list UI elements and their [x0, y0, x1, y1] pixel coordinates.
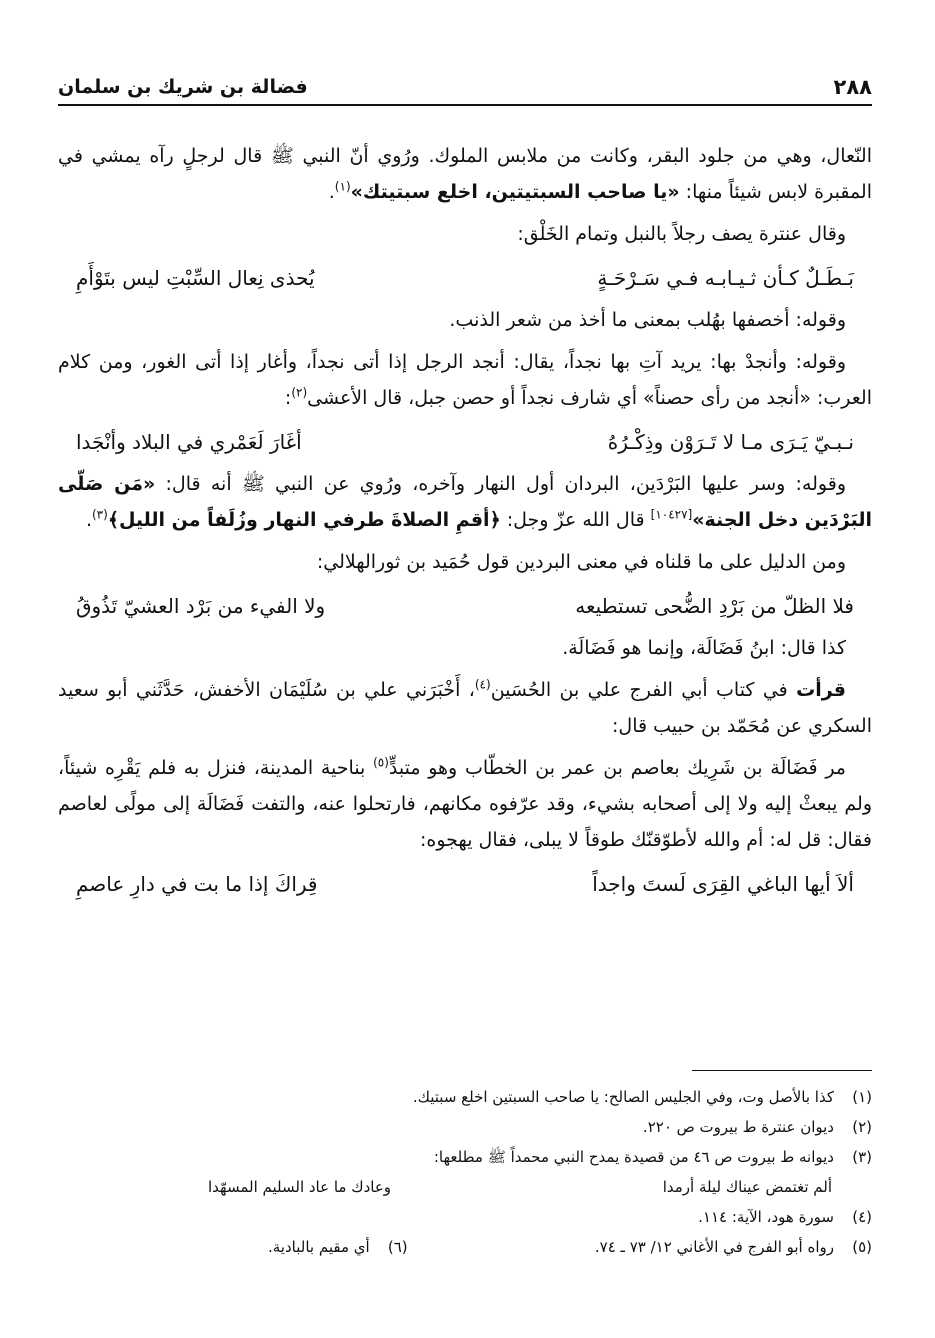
paragraph-6: ومن الدليل على ما قلناه في معنى البردين قول حُمَيد بن ثورالهلالي: [316, 551, 846, 573]
paragraph-9: مر فَضَالَة بن شَرِيك بعاصم بن عمر بن الخطّاب وهو متبدٍّ$^{(٥)}$ بناحية المدينة، فنزل به فلم يَقْرِه شيئاً، ولم يبعثْ إليه ولا إلى أصحابه بشيء، وقد عرّفوه مكانهم، فارتحلوا عنه، والتفت فَضَالَة إلى مولًى لعاصم فقال: قل له: أم والله لأطوّقنّك طوقاً لا يبلى، فقال يهجوه: [58, 755, 872, 851]
paragraph-3: وقوله: أخصفها بهُلب بمعنى ما أخذ من شعر الذنب. [449, 309, 846, 331]
paragraph-1: النّعال، وهي من جلود البقر، وكانت من ملابس الملوك. ورُوي أنّ النبي ﷺ قال لرجلٍ رآه يمشي في المقبرة لابس شيئاً منها: «يا صاحب السبتيتين، اخلع سبتيتك»$^{(١)}$. [58, 145, 872, 203]
footnote-5-6-row [58, 1232, 872, 1262]
footnote-ref-2: (٢) [291, 385, 308, 400]
footnote-4: (٤) سورة هود، الآية: ١١٤. [698, 1208, 872, 1226]
verse-3-second-hemistich: ولا الفيء من بَرْد العشيّ تَذُوقُ [76, 594, 326, 618]
book-page [58, 0, 872, 1338]
quran-verse: ﴿أقمِ الصلاةَ طرفي النهار وزُلَفاً من الليل﴾ [107, 509, 501, 531]
verse-2 [76, 422, 854, 462]
main-text [58, 138, 872, 908]
paragraph-2: وقال عنترة يصف رجلاً بالنبل وتمام الخَلْق: [517, 223, 846, 245]
running-title: فضالة بن شريك بن سلمان [58, 76, 308, 98]
verse-2-second-hemistich: أغَارَ لَعَمْري في البلاد وأنْجَدا [76, 430, 302, 454]
footnote-1: (١) كذا بالأصل وت، وفي الجليس الصالح: يا صاحب السبتين اخلع سبتيك. [412, 1088, 872, 1106]
verse-3-first-hemistich: فلا الظلّ من بَرْدِ الضُّحى تستطيعه [575, 594, 854, 618]
footnote-5: (٥) رواه أبو الفرج في الأغاني ١٢/ ٧٣ ـ ٧٤. [594, 1238, 872, 1256]
footnote-ref-5: (٥) [373, 755, 389, 770]
footnote-3: (٣) ديوانه ط بيروت ص ٤٦ من قصيدة يمدح النبي محمداً ﷺ مطلعها: [433, 1148, 872, 1166]
verse-4 [76, 864, 854, 904]
footnote-ref-1: (١) [334, 179, 351, 194]
hadith-quote: «يا صاحب السبتيتين، اخلع سبتيتك» [350, 181, 680, 203]
qara-tu-keyword: قرأت [796, 679, 846, 701]
footnote-ref-4: (٤) [474, 677, 491, 692]
footnotes [58, 1082, 872, 1262]
footnote-2: (٢) ديوان عنترة ط بيروت ص ٢٢٠. [642, 1118, 872, 1136]
footnote-ref-3: (٣) [91, 507, 108, 522]
verse-4-first-hemistich: ألاَ أيها الباغي القِرَى لَستَ واجداً [592, 872, 854, 896]
page-header [58, 70, 872, 106]
paragraph-8: قرأت في كتاب أبي الفرج علي بن الحُسَين$^{(٤)}$، أَخْبَرَني علي بن سُلَيْمَان الأخفش، حَدَّثَني أبو سعيد السكري عن مُحَمّد بن حبيب قال: [58, 677, 872, 737]
footnote-separator [692, 1070, 872, 1071]
verse-4-second-hemistich: قِراكَ إذا ما بت في دارِ عاصمِ [76, 872, 318, 896]
verse-2-first-hemistich: نـبـيّ يَـرَى مـا لا تَـرَوْن وذِكْـرُهُ [607, 430, 854, 454]
footnote-3-verse: ألم تغتمض عيناك ليلة أرمدا وعادك ما عاد السليم المسهّدا [208, 1178, 832, 1196]
page-number: ٢٨٨ [833, 75, 872, 99]
footnote-6: (٦) أي مقيم بالبادية. [268, 1238, 408, 1256]
verse-1 [76, 258, 854, 298]
verse-1-second-hemistich: يُحذى نِعال السِّبْتِ ليس بتَوْأَمِ [76, 266, 315, 290]
verse-3 [76, 586, 854, 626]
paragraph-7: كذا قال: ابنُ فَضَالَة، وإنما هو فَضَالَة. [562, 637, 846, 659]
paragraph-5: وقوله: وسر عليها البَرْدَين، البردان أول النهار وآخره، ورُوي عن النبي ﷺ أنه قال: «مَن صَلّى البَرْدَين دخل الجنة»[١٠٤٢٧] قال الله عزّ وجل: ﴿أقمِ الصلاةَ طرفي النهار وزُلَفاً من الليل﴾$^{(٣)}$. [58, 473, 872, 531]
hadith-reference: [١٠٤٢٧] [650, 507, 693, 522]
hadith-quote-2: «مَن صَلّى البَرْدَين دخل الجنة» [58, 473, 872, 531]
verse-1-first-hemistich: بَـطَـلٌ كـأن ثـيـابـه فـي سَـرْحَـةٍ [597, 266, 854, 290]
paragraph-4: وقوله: وأنجدْ بها: يريد آتِ بها نجداً، يقال: أنجد الرجل إذا أتى نجداً، وأغار إذا أتى الغور، ومن كلام العرب: «أنجد من رأى حصناً» أي شارف نجداً أو حصن جبل، قال الأعشى$^{(٢)}$: [58, 351, 872, 409]
